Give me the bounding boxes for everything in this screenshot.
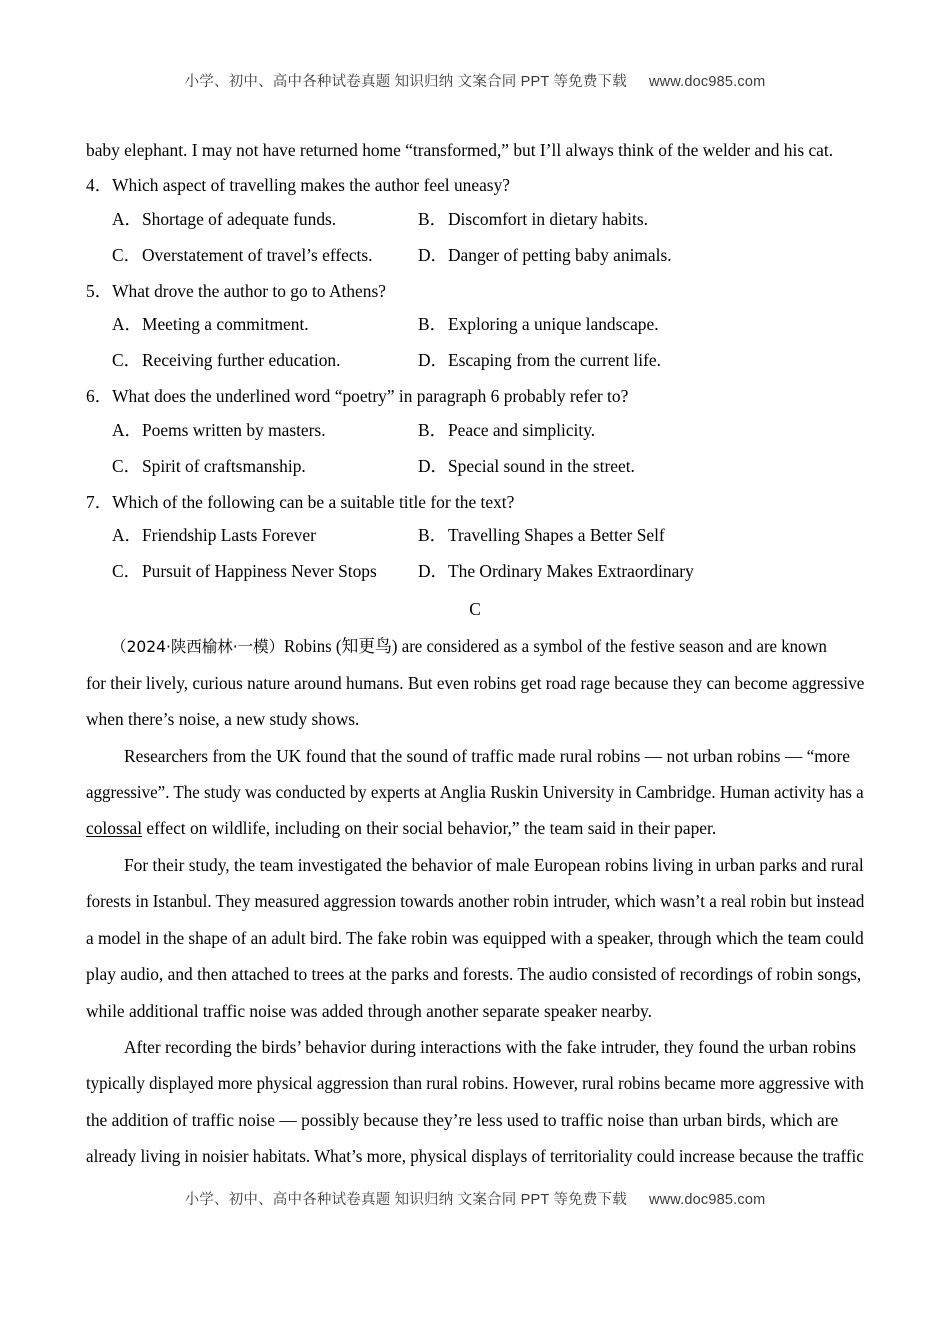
passage-p1-line2: for their lively, curious nature around humans. But even robins get road rage because they can become aggressive [86,672,865,693]
option-text: Escaping from the current life. [448,350,661,371]
option-letter: B． [418,525,447,546]
watermark-text: 小学、初中、高中各种试卷真题 知识归纳 文案合同 PPT 等免费下载 [184,1192,627,1208]
question-5-option-d[interactable] [418,352,661,369]
option-letter: D． [418,244,448,265]
option-letter: C． [112,350,141,371]
option-text: Peace and simplicity. [448,419,596,440]
option-text: Spirit of craftsmanship. [142,455,306,476]
passage-p4-line2: typically displayed more physical aggression than rural robins. However, rural robins became more aggressive with [86,1073,864,1094]
question-7-text: Which of the following can be a suitable title for the text? [112,491,515,512]
question-4-number: 4． [86,175,113,196]
option-letter: D． [418,561,448,582]
question-7-number: 7． [86,491,113,512]
watermark-bottom [0,1188,950,1209]
question-4 [86,177,864,282]
option-letter: B． [418,314,447,335]
question-7-option-d[interactable] [418,563,694,580]
question-7-option-b[interactable] [418,527,665,544]
option-letter: D． [418,455,448,476]
question-4-options-row-2 [86,244,864,283]
passage-p3-line4: play audio, and then attached to trees at the parks and forests. The audio consisted of recordings of robin songs, [86,964,862,985]
option-letter: C． [112,244,141,265]
option-text: Friendship Lasts Forever [142,525,316,546]
question-6 [86,388,864,493]
section-label-c: C [469,599,481,620]
option-letter: D． [418,350,448,371]
option-text: Receiving further education. [142,350,341,371]
question-4-option-d[interactable] [418,244,672,265]
watermark-text: 小学、初中、高中各种试卷真题 知识归纳 文案合同 PPT 等免费下载 [184,74,627,90]
option-text: Special sound in the street. [448,455,635,476]
option-text: Discomfort in dietary habits. [448,208,648,229]
passage-p4-line1: After recording the birds’ behavior during interactions with the fake intruder, they found the urban robins [124,1036,857,1057]
question-5-text: What drove the author to go to Athens? [112,280,386,301]
question-6-text: What does the underlined word “poetry” in paragraph 6 probably refer to? [112,386,629,407]
passage-p2-line2: aggressive”. The study was conducted by experts at Anglia Ruskin University in Cambridge. Human activity has a [86,782,864,803]
question-6-option-d[interactable] [418,455,635,476]
option-text: Overstatement of travel’s effects. [142,244,373,265]
question-5-option-b[interactable] [418,316,659,333]
question-4-text: Which aspect of travelling makes the author feel uneasy? [112,175,510,196]
option-text: Meeting a commitment. [142,314,309,335]
question-6-number: 6． [86,386,113,407]
option-text: Travelling Shapes a Better Self [448,525,665,546]
watermark-top [0,70,950,91]
option-letter: B． [418,419,447,440]
question-6-option-a[interactable] [112,419,326,440]
option-letter: A． [112,525,142,546]
passage-p3-line5: while additional traffic noise was added through another separate speaker nearby. [86,1000,652,1021]
watermark-url: www.doc985.com [648,74,766,90]
passage-p2-line3-rest: effect on wildlife, including on their social behavior,” the team said in their paper. [142,818,717,839]
option-text: Exploring a unique landscape. [448,314,659,335]
question-4-option-a[interactable] [112,208,337,229]
option-text: The Ordinary Makes Extraordinary [448,561,694,582]
option-letter: A． [112,419,142,440]
passage-p3-line2: forests in Istanbul. They measured aggression towards another robin intruder, which wasn’t a real robin but instead [86,891,865,912]
question-6-options-row-2 [86,455,864,494]
question-4-stem [86,177,864,194]
passage-p1-line1 [86,638,863,655]
question-6-option-c[interactable] [112,455,306,476]
watermark-url: www.doc985.com [648,1192,766,1208]
question-6-options-row-1 [86,419,864,458]
passage-p4-line3: the addition of traffic noise — possibly because they’re less used to traffic noise than urban birds, which are [86,1109,839,1130]
question-5-options-row-2 [86,352,864,388]
passage-p1-line3: when there’s noise, a new study shows. [86,709,360,730]
question-4-option-c[interactable] [112,244,373,265]
option-text: Shortage of adequate funds. [142,208,337,229]
continued-sentence: baby elephant. I may not have returned home “transformed,” but I’ll always think of the welder and his cat. [86,140,834,160]
question-7-stem [86,491,864,512]
underlined-word-colossal: colossal [86,818,143,839]
option-letter: B． [418,208,447,229]
question-6-stem [86,388,864,405]
question-7-options-row-1 [86,527,864,563]
passage-p2-line3 [86,820,864,837]
question-7-option-c[interactable] [112,563,377,580]
option-text: Danger of petting baby animals. [448,244,672,265]
question-6-option-b[interactable] [418,419,596,440]
option-letter: A． [112,208,142,229]
passage-p2-line1: Researchers from the UK found that the sound of traffic made rural robins — not urban robins — “more [124,745,851,766]
passage-p3-line1: For their study, the team investigated the behavior of male European robins living in urban parks and rural [124,854,864,875]
question-4-options-row-1 [86,208,864,247]
page-content [86,142,864,1167]
question-5-options-row-1 [86,316,864,352]
question-4-option-b[interactable] [418,208,648,229]
option-letter: C． [112,455,141,476]
question-5-option-a[interactable] [112,316,309,333]
question-7 [86,491,864,599]
question-7-option-a[interactable] [112,527,316,544]
question-5-stem [86,280,864,301]
option-text: Poems written by masters. [142,419,326,440]
option-letter: C． [112,561,141,582]
question-5 [86,280,864,388]
passage-source: （2024·陕西榆林·一模）Robins (知更鸟) are considered as a symbol of the festive season and are known [111,636,827,657]
question-5-number: 5． [86,280,113,301]
passage-p4-line4: already living in noisier habitats. What’s more, physical displays of territoriality could increase because the traffic [86,1146,864,1167]
option-text: Pursuit of Happiness Never Stops [142,561,377,582]
question-7-options-row-2 [86,563,864,599]
option-letter: A． [112,314,142,335]
passage-p3-line3: a model in the shape of an adult bird. The fake robin was equipped with a speaker, through which the team could [86,927,864,948]
question-5-option-c[interactable] [112,352,340,369]
